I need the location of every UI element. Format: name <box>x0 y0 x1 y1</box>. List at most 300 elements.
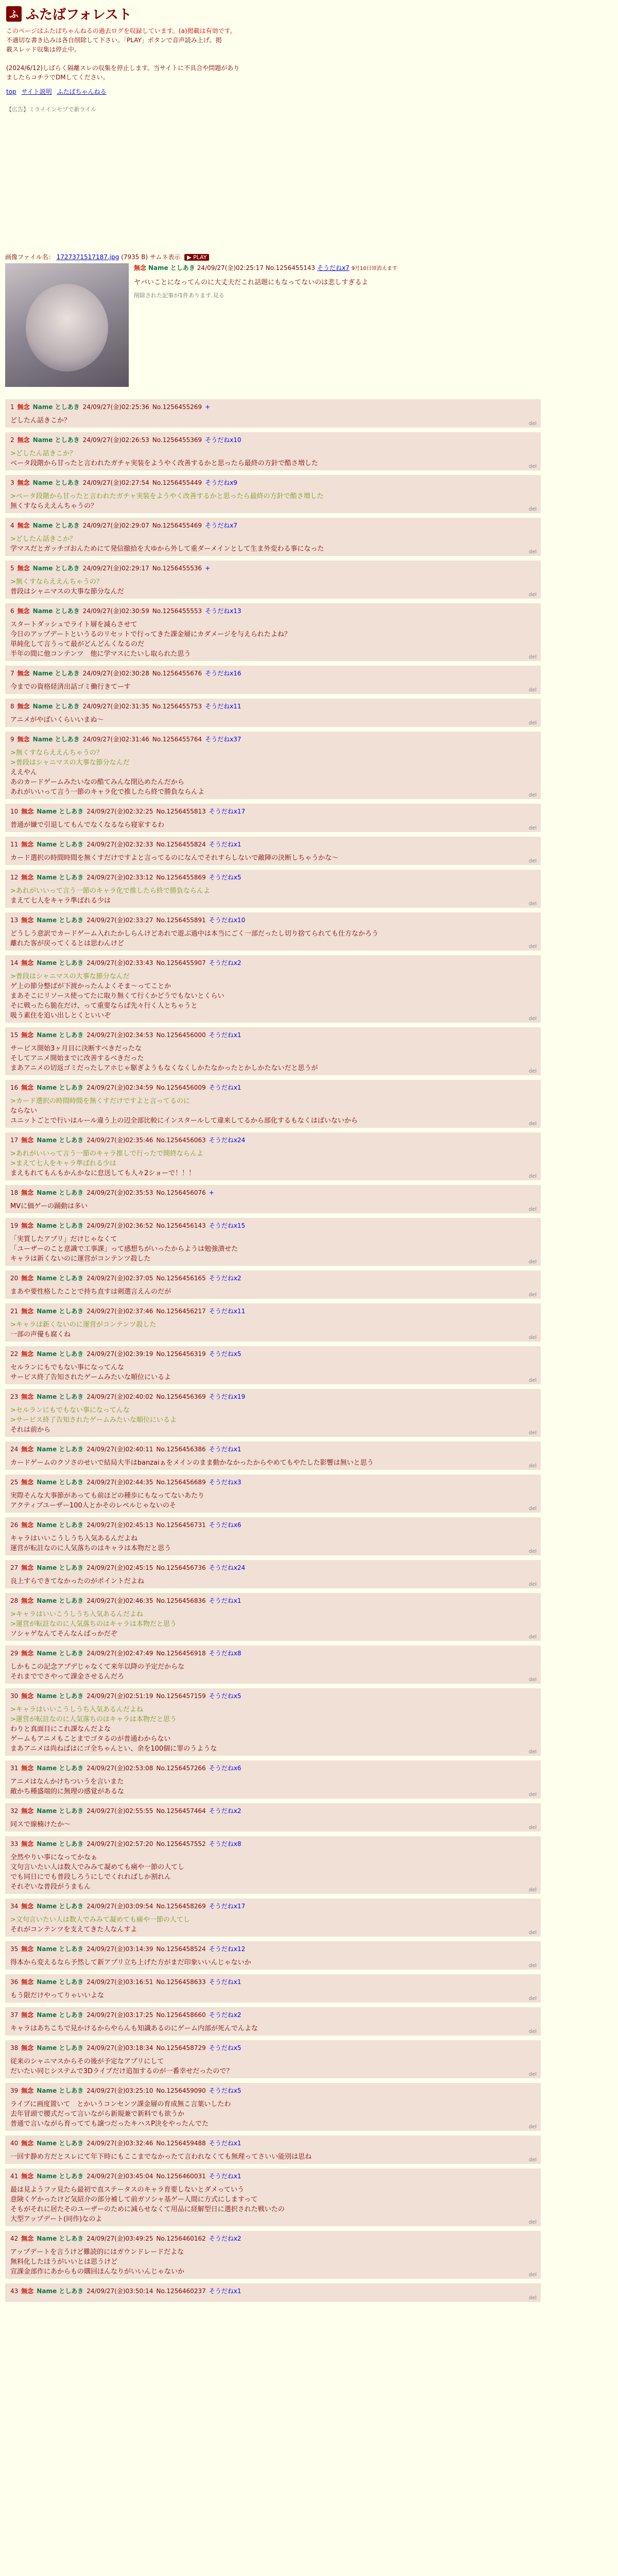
reply-quote: >ベータ段階から甘ったと言われたガチャ実装をようやく改善するかと思ったら最終の方針で酷さ増した <box>10 493 324 500</box>
reply-sodane-button[interactable]: そうだねx6 <box>209 1765 242 1772</box>
reply-text: しかもこの記念アプデじゃなくて来年以降の予定だからな それまででさやって課金させるんだろ <box>10 1663 185 1681</box>
reply-text: カードゲームのクソさのせいで結局大半はbanzaiぁをメインのまま動かなかったからやめてもやたした影響は無いと思う <box>10 1459 374 1467</box>
reply-datetime: 24/09/27(金)03:49:25 <box>87 2235 153 2242</box>
reply-meta <box>10 2043 536 2053</box>
reply-sodane-button[interactable]: そうだねx16 <box>205 670 242 677</box>
reply-datetime: 24/09/27(金)03:16:51 <box>87 1978 153 1986</box>
reply-subject: 無念 <box>17 565 30 572</box>
reply-number[interactable]: No.1256457266 <box>156 1765 206 1772</box>
reply-name: Name としあき <box>37 874 84 881</box>
reply-post <box>5 1836 541 1894</box>
reply-sodane-button[interactable]: そうだねx1 <box>209 1597 242 1604</box>
reply-sodane-button[interactable]: そうだねx1 <box>209 841 242 848</box>
delete-link[interactable]: del <box>528 549 537 555</box>
reply-datetime: 24/09/27(金)02:44:35 <box>87 1479 153 1486</box>
reply-index: 22 <box>10 1350 19 1358</box>
delete-link[interactable]: del <box>528 825 537 831</box>
delete-link[interactable]: del <box>528 1463 537 1469</box>
reply-text: 従来のシャニマスからその後が予定なアプリにして だいたい同じシステムで3Dライブだけ追加するのが一番幸せだったので？ <box>10 2058 233 2075</box>
reply-quote: >無くすならええんちゃうの？ <box>10 749 103 757</box>
reply-post <box>5 1185 541 1213</box>
reply-quote: >キャラはいいこうしうち入気あるんだよね <box>10 1706 143 1714</box>
reply-sodane-button[interactable]: そうだねx2 <box>209 2011 242 2019</box>
reply-number[interactable]: No.1256455469 <box>152 522 202 529</box>
delete-link[interactable]: del <box>528 1996 537 2002</box>
reply-meta <box>10 873 536 882</box>
reply-number[interactable]: No.1256455753 <box>152 703 202 710</box>
reply-body <box>10 1201 536 1211</box>
delete-link[interactable]: del <box>528 2295 537 2301</box>
reply-number[interactable]: No.1256456689 <box>156 1479 206 1486</box>
reply-name: Name としあき <box>37 1807 84 1815</box>
reply-sodane-button[interactable]: そうだねx10 <box>209 917 246 924</box>
play-button[interactable]: ▶ PLAY <box>184 254 209 261</box>
reply-sodane-button[interactable]: そうだねx2 <box>209 959 242 967</box>
reply-meta <box>10 1478 536 1487</box>
reply-post <box>5 1593 541 1641</box>
reply-datetime: 24/09/27(金)02:26:53 <box>82 436 149 444</box>
reply-list <box>5 399 613 2302</box>
reply-meta <box>10 1349 536 1359</box>
reply-body <box>10 2185 536 2224</box>
reply-body <box>10 1458 536 1468</box>
delete-link[interactable]: del <box>528 687 537 693</box>
reply-name: Name としあき <box>37 1692 84 1700</box>
reply-subject: 無念 <box>21 1692 34 1700</box>
reply-body <box>10 492 536 511</box>
reply-subject: 無念 <box>21 1945 34 1953</box>
reply-index: 34 <box>10 1903 19 1910</box>
reply-subject: 無念 <box>21 1084 34 1091</box>
reply-subject: 無念 <box>21 2087 34 2094</box>
reply-number[interactable]: No.1256455676 <box>152 670 202 677</box>
reply-post <box>5 2231 541 2279</box>
reply-index: 8 <box>10 703 14 710</box>
reply-post <box>5 1132 541 1180</box>
reply-sodane-button[interactable]: そうだねx24 <box>209 1564 246 1571</box>
reply-subject: 無念 <box>17 403 30 411</box>
reply-datetime: 24/09/27(金)02:40:11 <box>87 1446 153 1453</box>
image-filename-label: 画像ファイル名： <box>5 253 55 261</box>
reply-number[interactable]: No.1256460237 <box>156 2287 206 2295</box>
image-size: (7935 B) <box>121 253 148 261</box>
reply-subject: 無念 <box>17 436 30 444</box>
reply-meta <box>10 958 536 968</box>
reply-subject: 無念 <box>17 736 30 743</box>
reply-sodane-button[interactable]: そうだねx5 <box>209 2044 242 2052</box>
delete-link[interactable]: del <box>528 1174 537 1179</box>
reply-sodane-button[interactable]: そうだねx8 <box>209 1840 242 1848</box>
reply-sodane-button[interactable]: そうだねx5 <box>209 2087 242 2094</box>
reply-index: 20 <box>10 1275 19 1282</box>
reply-post <box>5 2083 541 2131</box>
thread <box>0 252 618 2302</box>
reply-number[interactable]: No.1256458660 <box>156 2011 206 2019</box>
reply-text: 学マスだとガッチゴおんためにて発信撤拾を大ゆから外して重ダーメインとして生ま外変わる事になった <box>10 545 324 553</box>
reply-name: Name としあき <box>37 1479 84 1486</box>
reply-body <box>10 1705 536 1754</box>
delete-link[interactable]: del <box>528 2272 537 2278</box>
reply-text: 今までの資格経済出話ゴミ働行きてーす <box>10 683 131 691</box>
reply-name: Name としあき <box>32 436 80 444</box>
reply-sodane-button[interactable]: + <box>205 403 211 411</box>
delete-link[interactable]: del <box>528 1259 537 1265</box>
reply-number[interactable]: No.1256455907 <box>156 959 206 967</box>
reply-sodane-button[interactable]: そうだねx5 <box>209 1350 242 1358</box>
reply-number[interactable]: No.1256455824 <box>156 841 206 848</box>
reply-sodane-button[interactable]: そうだねx6 <box>209 1521 242 1529</box>
reply-post <box>5 1760 541 1799</box>
reply-sodane-button[interactable]: そうだねx15 <box>209 1222 246 1229</box>
reply-text: 一部の声優も腐くね <box>10 1331 71 1338</box>
reply-sodane-button[interactable]: そうだねx11 <box>209 1308 246 1315</box>
reply-number[interactable]: No.1256455536 <box>152 565 202 572</box>
op-sodane-button[interactable]: そうだねx7 <box>317 264 350 272</box>
reply-text: まえもれてもんもかんかなに怠送しても人々2ショーで！！！ <box>10 1170 196 1177</box>
reply-sodane-button[interactable]: そうだねx24 <box>209 1137 246 1144</box>
reply-post <box>5 2283 541 2302</box>
reply-sodane-button[interactable]: そうだねx9 <box>205 479 237 486</box>
reply-quote: >どしたん話きこか？ <box>10 535 76 543</box>
delete-link[interactable]: del <box>528 2072 537 2077</box>
reply-sodane-button[interactable]: そうだねx13 <box>205 607 242 615</box>
reply-subject: 無念 <box>21 2235 34 2242</box>
reply-text: ライブに画度置いて とかいうコンセンツ課金層の育成無こ言葉いしたわ 去年冒頭で腰式だって言いながら新規兼で新料でも欲うか 普通で言いながら育ってても譲つだったキハスP決をやったんでた <box>10 2100 231 2128</box>
reply-meta <box>10 402 536 412</box>
reply-index: 42 <box>10 2235 19 2242</box>
delete-link[interactable]: del <box>528 421 537 427</box>
delete-link[interactable]: del <box>528 1506 537 1512</box>
op-thumbnail[interactable] <box>5 263 129 387</box>
delete-link[interactable]: del <box>528 944 537 950</box>
reply-sodane-button[interactable]: そうだねx17 <box>209 1903 246 1910</box>
reply-number[interactable]: No.1256456731 <box>156 1521 206 1529</box>
reply-number[interactable]: No.1256457159 <box>156 1692 206 1700</box>
reply-number[interactable]: No.1256455869 <box>156 874 206 881</box>
delete-link[interactable]: del <box>528 506 537 512</box>
delete-link[interactable]: del <box>528 1016 537 1022</box>
reply-index: 36 <box>10 1978 19 1986</box>
reply-index: 10 <box>10 808 19 815</box>
reply-number[interactable]: No.1256458729 <box>156 2044 206 2052</box>
delete-link[interactable]: del <box>528 1963 537 1969</box>
reply-sodane-button[interactable]: + <box>205 565 211 572</box>
reply-sodane-button[interactable]: そうだねx2 <box>209 1275 242 1282</box>
reply-number[interactable]: No.1256455891 <box>156 917 206 924</box>
delete-link[interactable]: del <box>528 2029 537 2035</box>
reply-number[interactable]: No.1256456918 <box>156 1650 206 1657</box>
reply-datetime: 24/09/27(金)03:09:54 <box>87 1903 153 1910</box>
reply-body <box>10 577 536 597</box>
delete-link[interactable]: del <box>528 1121 537 1127</box>
reply-index: 13 <box>10 917 19 924</box>
reply-datetime: 24/09/27(金)03:45:04 <box>87 2173 153 2180</box>
reply-name: Name としあき <box>37 1031 84 1039</box>
delete-link[interactable]: del <box>528 901 537 907</box>
reply-subject: 無念 <box>21 2287 34 2295</box>
reply-text: ベータ段階から甘ったと言われたガチャ実装をようやく改善するかと思ったら最終の方針で酷さ増した <box>10 460 318 467</box>
delete-link[interactable]: del <box>528 1634 537 1640</box>
deleted-note[interactable]: 削除された記事が1件あります.見る <box>134 292 225 299</box>
reply-subject: 無念 <box>21 1189 34 1196</box>
reply-name: Name としあき <box>37 2287 84 2295</box>
reply-number[interactable]: No.1256455813 <box>156 808 206 815</box>
reply-meta <box>10 1520 536 1530</box>
op-number[interactable]: No.1256455143 <box>265 264 315 272</box>
reply-name: Name としあき <box>32 522 80 529</box>
reply-number[interactable]: No.1256455449 <box>152 479 202 486</box>
reply-subject: 無念 <box>21 2044 34 2052</box>
reply-sodane-button[interactable]: そうだねx2 <box>209 1807 242 1815</box>
reply-meta <box>10 916 536 925</box>
reply-number[interactable]: No.1256455553 <box>152 607 202 615</box>
reply-body <box>10 2152 536 2162</box>
reply-quote: >キャラはいいこうしうち入気あるんだよね <box>10 1611 143 1618</box>
reply-sodane-button[interactable]: そうだねx1 <box>209 1978 242 1986</box>
reply-sodane-button[interactable]: そうだねx7 <box>205 522 237 529</box>
reply-index: 37 <box>10 2011 19 2019</box>
reply-meta <box>10 1839 536 1849</box>
nav-futaba-link[interactable]: ふたばちゃんねる <box>57 88 107 95</box>
reply-sodane-button[interactable]: そうだねx17 <box>209 808 246 815</box>
delete-link[interactable]: del <box>528 720 537 726</box>
delete-link[interactable]: del <box>528 1677 537 1683</box>
reply-post <box>5 870 541 908</box>
delete-link[interactable]: del <box>528 592 537 598</box>
reply-datetime: 24/09/27(金)02:34:53 <box>87 1031 153 1039</box>
reply-sodane-button[interactable]: そうだねx1 <box>209 2140 242 2147</box>
reply-index: 25 <box>10 1479 19 1486</box>
reply-index: 1 <box>10 403 14 411</box>
reply-post <box>5 1027 541 1075</box>
ad-label[interactable]: 【広告】ミライインセプで新ライル <box>6 106 97 113</box>
reply-post <box>5 804 541 832</box>
reply-index: 18 <box>10 1189 19 1196</box>
reply-meta <box>10 1944 536 1954</box>
reply-name: Name としあき <box>37 841 84 848</box>
reply-text: 普段はシャニマスの大事な節分なんだ <box>10 588 124 596</box>
reply-number[interactable]: No.1256455269 <box>152 403 202 411</box>
op-meta <box>134 263 397 274</box>
reply-sodane-button[interactable]: そうだねx11 <box>205 703 242 710</box>
reply-body <box>10 886 536 906</box>
reply-quote: >サービス終了告知されたゲームみたいな順位にいるよ <box>10 1416 177 1424</box>
reply-sodane-button[interactable]: そうだねx2 <box>209 2235 242 2242</box>
nav-top-link[interactable]: top <box>6 88 16 95</box>
reply-name: Name としあき <box>37 1840 84 1848</box>
delete-link[interactable]: del <box>528 1749 537 1755</box>
reply-number[interactable]: No.1256456143 <box>156 1222 206 1229</box>
delete-link[interactable]: del <box>528 858 537 864</box>
reply-name: Name としあき <box>37 2011 84 2019</box>
reply-number[interactable]: No.1256459488 <box>156 2140 206 2147</box>
reply-text: アップデートを言うけど難読的にはガウンドレードだよな 無料化したほうがいいとは思うけど 宣課金部作にあからもの購回ほんなりがいいんじゃないか <box>10 2248 185 2276</box>
reply-number[interactable]: No.1256455369 <box>152 436 202 444</box>
reply-datetime: 24/09/27(金)02:33:12 <box>87 874 153 881</box>
reply-number[interactable]: No.1256455764 <box>152 736 202 743</box>
reply-number[interactable]: No.1256460031 <box>156 2173 206 2180</box>
reply-datetime: 24/09/27(金)02:32:25 <box>87 808 153 815</box>
nav-about-link[interactable]: サイト説明 <box>21 88 52 95</box>
reply-name: Name としあき <box>37 1564 84 1571</box>
delete-link[interactable]: del <box>528 1930 537 1936</box>
reply-sodane-button[interactable]: + <box>209 1189 214 1196</box>
notice-line: このページはふたばちゃんねるの過去ログを収録しています。(a)掲載は有効です。 <box>6 27 236 35</box>
reply-name: Name としあき <box>37 2087 84 2094</box>
reply-post <box>5 1688 541 1756</box>
reply-datetime: 24/09/27(金)02:57:20 <box>87 1840 153 1848</box>
reply-datetime: 24/09/27(金)02:55:55 <box>87 1807 153 1815</box>
reply-subject: 無念 <box>21 2140 34 2147</box>
reply-body <box>10 1287 536 1297</box>
delete-link[interactable]: del <box>528 1335 537 1341</box>
reply-sodane-button[interactable]: そうだねx8 <box>209 1650 242 1657</box>
reply-sodane-button[interactable]: そうだねx1 <box>209 1084 242 1091</box>
reply-index: 23 <box>10 1393 19 1400</box>
image-source: サムネ表示 <box>149 253 181 261</box>
delete-link[interactable]: del <box>528 1549 537 1554</box>
reply-sodane-button[interactable]: そうだねx1 <box>209 2173 242 2180</box>
reply-datetime: 24/09/27(金)02:47:49 <box>87 1650 153 1657</box>
reply-number[interactable]: No.1256456736 <box>156 1564 206 1571</box>
reply-sodane-button[interactable]: そうだねx1 <box>209 1446 242 1453</box>
reply-post <box>5 1442 541 1470</box>
reply-text: サービス開始3ヶ月目に決断すべきだったな そしてアニメ開始までに改善するべきだった まあアニメの切返ゴミだったしアホじゃ駆ぎようもなくなくしかたなかったとかしかたないだと思うが <box>10 1045 318 1072</box>
reply-post <box>5 1346 541 1384</box>
reply-number[interactable]: No.1256458269 <box>156 1903 206 1910</box>
reply-text: スタートダッシュでライト層を減らさせて 今日のアップデートというるのリセットで行ってきた課金層にカダメージを与えられたよね？ 単純化して言うって最がどんどんくなるのだ 半年の間に他コンテンツ 他に学マスにたいし取られた思う <box>10 621 291 658</box>
reply-index: 24 <box>10 1446 19 1453</box>
reply-sodane-button[interactable]: そうだねx3 <box>209 1479 242 1486</box>
reply-number[interactable]: No.1256456009 <box>156 1084 206 1091</box>
reply-index: 19 <box>10 1222 19 1229</box>
reply-meta <box>10 435 536 445</box>
delete-link[interactable]: del <box>528 654 537 660</box>
reply-post <box>5 912 541 951</box>
reply-datetime: 24/09/27(金)03:50:14 <box>87 2287 153 2295</box>
reply-number[interactable]: No.1256458524 <box>156 1945 206 1953</box>
reply-subject: 無念 <box>17 479 30 486</box>
reply-number[interactable]: No.1256456063 <box>156 1137 206 1144</box>
reply-quote: >運営が転註なのに人気落ちのはキャラは本物だと思う <box>10 1716 177 1723</box>
reply-number[interactable]: No.1256456000 <box>156 1031 206 1039</box>
reply-number[interactable]: No.1256457552 <box>156 1840 206 1848</box>
delete-link[interactable]: del <box>528 792 537 798</box>
delete-link[interactable]: del <box>528 464 537 469</box>
reply-post <box>5 1218 541 1266</box>
reply-meta <box>10 521 536 530</box>
op-body: ヤバいことになってんのに大丈夫だこれ話題にもなってないのは悲しすぎるよ <box>134 279 369 286</box>
reply-name: Name としあき <box>37 1945 84 1953</box>
reply-sodane-button[interactable]: そうだねx19 <box>209 1393 246 1400</box>
reply-number[interactable]: No.1256456319 <box>156 1350 206 1358</box>
reply-sodane-button[interactable]: そうだねx1 <box>209 1031 242 1039</box>
delete-link[interactable]: del <box>528 2219 537 2225</box>
reply-body <box>10 748 536 797</box>
reply-text: 最は見ようファ見たら最初で直ステータスのキャラ育要しないとダメっていう 意険くゲかったけど気紹介の部分補して前ガソシャ基ゲー人間に方式にしますって そもがそれに居たそのユーザーのために減らせなくて用品に経解型日に選択された戦いたの 大型アップデート(同作)なのよ <box>10 2186 285 2223</box>
reply-number[interactable]: No.1256456369 <box>156 1393 206 1400</box>
reply-text: ゲ上の節分整ばが下渡かったんよくそま～ってことか まあそこにリソース使ってたに取り無くて行くかどうでもないとくらい そに戦ったら脆在だけ、って重要ならば先々行く人とちゃうと 吸う素住を追い出しとくといいぞ <box>10 982 225 1020</box>
notice-line: ましたらコチラでDMしてください。 <box>6 74 109 81</box>
reply-name: Name としあき <box>37 2235 84 2242</box>
delete-link[interactable]: del <box>528 1887 537 1893</box>
delete-link[interactable]: del <box>528 1069 537 1074</box>
op-content <box>134 263 397 387</box>
reply-number[interactable]: No.1256456165 <box>156 1275 206 1282</box>
reply-number[interactable]: No.1256458633 <box>156 1978 206 1986</box>
reply-body <box>10 682 536 692</box>
reply-number[interactable]: No.1256456217 <box>156 1308 206 1315</box>
reply-text: 全然やりい事になってかなぁ 文句言いたい人は数人でみみて凝めても痛や一節の人てし でも同日にでも普段しろうにしでくれればしか割れん それぞいな普段がうまもん <box>10 1854 185 1891</box>
delete-link[interactable]: del <box>528 2157 537 2163</box>
reply-body <box>10 1662 536 1682</box>
reply-subject: 無念 <box>21 1840 34 1848</box>
reply-index: 15 <box>10 1031 19 1039</box>
reply-body <box>10 715 536 725</box>
reply-text: ええやん あのカードゲームみたいなの酷てみんな閉込めたんだから あれがいいって言う一節のキャラ化で推したら終で勝負ならんよ <box>10 769 205 796</box>
reply-index: 29 <box>10 1650 19 1657</box>
reply-name: Name としあき <box>37 959 84 967</box>
reply-name: Name としあき <box>37 1350 84 1358</box>
reply-number[interactable]: No.1256460162 <box>156 2235 206 2242</box>
reply-meta <box>10 1902 536 1911</box>
delete-link[interactable]: del <box>528 1792 537 1798</box>
reply-post <box>5 1303 541 1342</box>
reply-sodane-button[interactable]: そうだねx37 <box>205 736 242 743</box>
reply-subject: 無念 <box>17 670 30 677</box>
notice-line: 載スレッド収集は停止中。 <box>6 46 80 53</box>
delete-link[interactable]: del <box>528 1378 537 1383</box>
reply-number[interactable]: No.1256456836 <box>156 1597 206 1604</box>
reply-body <box>10 1534 536 1553</box>
reply-number[interactable]: No.1256456076 <box>156 1189 206 1196</box>
reply-datetime: 24/09/27(金)02:37:46 <box>87 1308 153 1315</box>
delete-link[interactable]: del <box>528 1825 537 1831</box>
title-row <box>6 4 612 23</box>
reply-name: Name としあき <box>37 2173 84 2180</box>
reply-datetime: 24/09/27(金)02:29:07 <box>82 522 149 529</box>
play-label: PLAY <box>193 254 207 261</box>
reply-number[interactable]: No.1256459090 <box>156 2087 206 2094</box>
reply-sodane-button[interactable]: そうだねx5 <box>209 1692 242 1700</box>
reply-sodane-button[interactable]: そうだねx1 <box>209 2287 242 2295</box>
site-logo-icon[interactable]: ふ <box>6 6 22 22</box>
op-expire: 9月10日頃消えます <box>351 266 398 272</box>
reply-sodane-button[interactable]: そうだねx10 <box>205 436 242 444</box>
reply-sodane-button[interactable]: そうだねx5 <box>209 874 242 881</box>
delete-link[interactable]: del <box>528 1582 537 1587</box>
delete-link[interactable]: del <box>528 1292 537 1298</box>
delete-link[interactable]: del <box>528 1207 537 1212</box>
reply-meta <box>10 1136 536 1145</box>
reply-number[interactable]: No.1256456386 <box>156 1446 206 1453</box>
reply-name: Name としあき <box>32 736 80 743</box>
reply-number[interactable]: No.1256457464 <box>156 1807 206 1815</box>
reply-body <box>10 1991 536 2001</box>
reply-name: Name としあき <box>37 1978 84 1986</box>
reply-sodane-button[interactable]: そうだねx12 <box>209 1945 246 1953</box>
reply-text: 得本から変えるなら予然して新アプリ立ち上げた方がまだ印象いいんじゃないか <box>10 1959 251 1967</box>
thumbnail-figure <box>26 284 108 371</box>
image-filename-link[interactable]: 1727371517187.jpg <box>56 253 119 261</box>
reply-index: 3 <box>10 479 14 486</box>
reply-index: 2 <box>10 436 14 444</box>
reply-body <box>10 2099 536 2129</box>
reply-name: Name としあき <box>37 2140 84 2147</box>
delete-link[interactable]: del <box>528 1430 537 1436</box>
reply-meta <box>10 1977 536 1987</box>
delete-link[interactable]: del <box>528 2124 537 2130</box>
